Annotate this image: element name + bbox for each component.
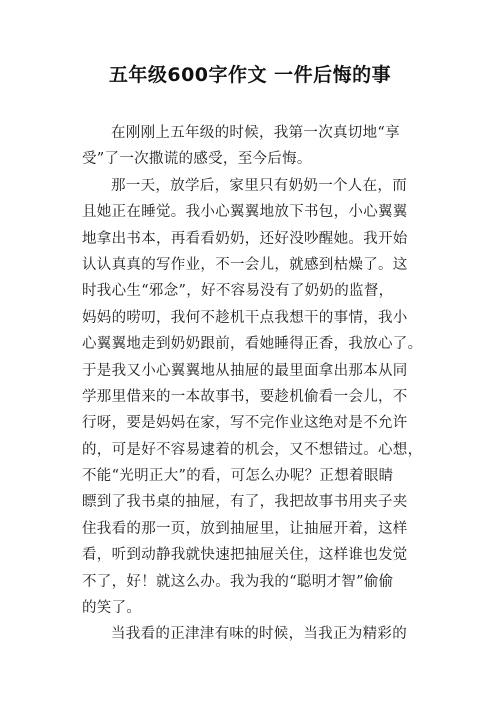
text-line: 那一天，放学后，家里只有奶奶一个人在，而 bbox=[111, 177, 407, 194]
document-body bbox=[82, 120, 427, 648]
text-line: 认认真真的写作业，不一会儿，就感到枯燥了。这 bbox=[82, 256, 408, 273]
text-line: 妈妈的唠叨，我何不趁机干点我想干的事情，我小 bbox=[82, 309, 408, 326]
text-line: 地拿出书本，再看看奶奶，还好没吵醒她。我开始 bbox=[82, 230, 408, 247]
document-title: 五年级600字作文 一件后悔的事 bbox=[108, 64, 392, 86]
text-line: 当我看的正津津有味的时候，当我正为精彩的 bbox=[111, 626, 407, 643]
text-line: 的笑了。 bbox=[82, 600, 142, 617]
text-line: 在刚刚上五年级的时候，我第一次真切地“享 bbox=[111, 125, 400, 141]
text-line: 时我心生“邪念”，好不容易没有了奶奶的监督， bbox=[82, 283, 394, 300]
text-line: 受”了一次撒谎的感受，至今后悔。 bbox=[82, 151, 312, 168]
text-line: 住我看的那一页，放到抽屉里，让抽屉开着，这样 bbox=[82, 520, 408, 537]
text-line: 的，可是好不容易逮着的机会，又不想错过。心想， bbox=[82, 441, 423, 458]
text-line: 不了，好！就这么办。我为我的“聪明才智”偷偷 bbox=[82, 573, 394, 590]
text-line: 且她正在睡觉。我小心翼翼地放下书包，小心翼翼 bbox=[82, 204, 408, 221]
text-line: 行呀，要是妈妈在家，写不完作业这绝对是不允许 bbox=[82, 415, 408, 432]
text-line: 于是我又小心翼翼地从抽屉的最里面拿出那本从同 bbox=[82, 362, 408, 379]
text-line: 瞟到了我书桌的抽屉，有了，我把故事书用夹子夹 bbox=[82, 494, 408, 511]
text-line: 心翼翼地走到奶奶跟前，看她睡得正香，我放心了。 bbox=[82, 336, 423, 353]
text-line: 看，听到动静我就快速把抽屉关住，这样谁也发觉 bbox=[82, 547, 408, 564]
text-line: 学那里借来的一本故事书，要趁机偷看一会儿，不 bbox=[82, 388, 408, 405]
text-line: 不能“光明正大”的看，可怎么办呢？正想着眼睛 bbox=[82, 468, 394, 485]
